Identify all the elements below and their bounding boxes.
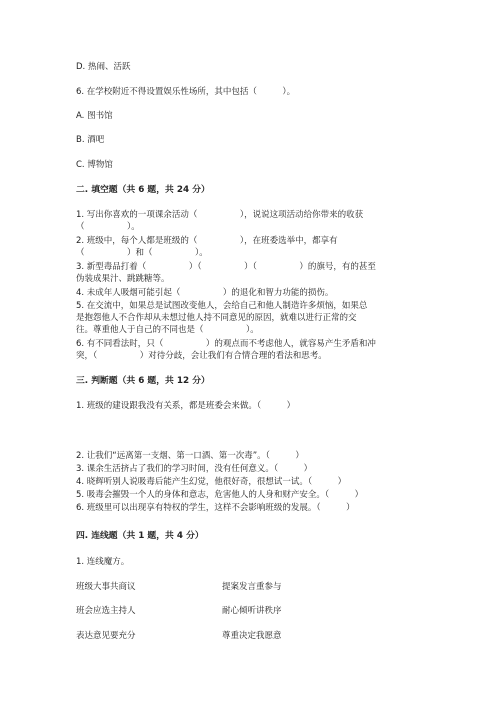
judge-line: 4. 晓辉听别人说吸毒后能产生幻觉，他很好奇，很想试一试。（ ）	[76, 477, 347, 487]
fill-line: 是抱怨他人不合作却从未想过他人持不同意见的原因，就难以进行正常的交	[76, 313, 357, 323]
match-left-item: 班会应选主持人	[76, 606, 136, 616]
section-2-title: 二. 填空题（共 6 题，共 24 分）	[76, 185, 210, 195]
fill-line: 2. 班级中，每个人都是班级的（ ），在班委选举中，都享有	[76, 236, 338, 246]
judge-line: 6. 班级里可以出现享有特权的学生，这样不会影响班级的发展。（ ）	[76, 503, 355, 513]
fill-line: 伪装成果汁、跳跳糖等。	[76, 274, 170, 284]
fill-line: 往。尊重他人于自己的不同也是（ ）。	[76, 325, 259, 335]
match-right-item: 耐心倾听讲秩序	[222, 606, 282, 616]
match-right-item: 尊重决定我愿意	[222, 631, 282, 641]
fill-line: （ ）。	[76, 222, 140, 232]
match-left-item: 班级大事共商议	[76, 582, 136, 592]
fill-line: 突，（ ）对待分歧，会让我们有合情合理的看法和思考。	[76, 351, 327, 361]
judge-line: 3. 课余生活挤占了我们的学习时间，没有任何意义。（ ）	[76, 464, 313, 474]
section-4-title: 四. 连线题（共 1 题，共 4 分）	[76, 531, 204, 541]
question-6-stem: 6. 在学校附近不得设置娱乐性场所，其中包括（ ）。	[76, 87, 296, 97]
fill-line: 1. 写出你喜欢的一项课余活动（ ），说说这项活动给你带来的收获	[76, 210, 364, 220]
section-3-title: 三. 判断题（共 6 题，共 12 分）	[76, 376, 210, 386]
q6-option-c: C. 博物馆	[76, 160, 113, 170]
match-right-item: 提案发言重参与	[222, 582, 282, 592]
q5-option-d: D. 热闹、活跃	[76, 62, 131, 72]
matching-question: 1. 连线魔方。	[76, 557, 130, 567]
judge-line: 5. 吸毒会摧毁一个人的身体和意志，危害他人的人身和财产安全。（ ）	[76, 490, 364, 500]
judge-line: 1. 班级的建设跟我没有关系，都是班委会来做。（ ）	[76, 401, 296, 411]
q6-option-b: B. 酒吧	[76, 135, 105, 145]
fill-line: 4. 未成年人吸烟可能引起（ ）的退化和智力功能的损伤。	[76, 288, 334, 298]
match-left-item: 表达意见要充分	[76, 631, 136, 641]
q6-option-a: A. 图书馆	[76, 111, 113, 121]
fill-line: 3. 新型毒品打着（ ）（ ）（ ）的旗号，有的甚至	[76, 262, 376, 272]
fill-line: （ ）和（ ）。	[76, 248, 208, 258]
judge-line: 2. 让我们“远离第一支烟、第一口酒、第一次毒”。（ ）	[76, 451, 304, 461]
fill-line: 5. 在交流中，如果总是试图改变他人，会给自己和他人制造许多烦恼，如果总	[76, 301, 368, 311]
fill-line: 6. 有不同看法时，只（ ）的观点而不考虑他人，就容易产生矛盾和冲	[76, 339, 376, 349]
